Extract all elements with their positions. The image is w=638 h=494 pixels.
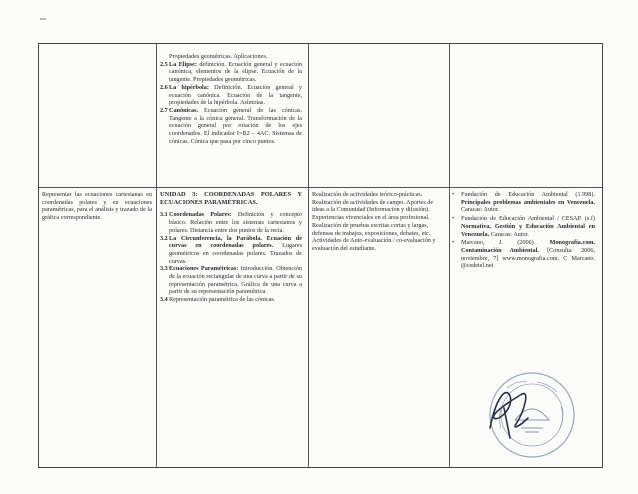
- bold-text-run: Normativa, Gestión y Educación Ambiental en Venezuela.: [461, 222, 595, 238]
- topic-number: 2.7: [160, 106, 168, 114]
- bold-text-run: La Elipse:: [169, 60, 197, 68]
- topic-text: [169, 211, 302, 234]
- unit2-topic-list: [160, 53, 302, 145]
- unit3-title: UNIDAD 3: COORDENADAS POLARES Y ECUACIONES PARAMÉTRICAS.: [160, 191, 302, 206]
- unit3-topic-list: [160, 211, 302, 303]
- text-run: Fundación de Educación Ambiental / CESAP. (s.f): [461, 215, 595, 223]
- topic-number: 3.1: [160, 211, 168, 219]
- topic-number: 3.4: [160, 296, 168, 304]
- reference-item: [451, 239, 595, 270]
- strategies-text: Realización de actividades teórico-prácticas. Realización de actividades de campo. Aportes de ideas a la Comunidad (Información y difusión). Experiencias vivenciales en el área profesional. Realización de pruebas escritas cortas y largas, defensas de trabajos, exposiciones, debates, etc. Actividades de Auto-evaluación / co-evaluación y evaluación del estudiante.: [312, 191, 436, 252]
- topic-number: 3.3: [160, 265, 168, 273]
- column-divider: [449, 44, 450, 467]
- reference-list: [451, 191, 595, 270]
- row-divider: [39, 187, 602, 188]
- content-cell-unit3: [160, 191, 302, 304]
- topic-number: 2.6: [160, 83, 168, 91]
- text-run: Marcano, J. (2006).: [461, 239, 550, 247]
- bold-text-run: Monografía.com. Contaminación Ambiental.: [461, 239, 595, 254]
- text-run: [Consulta: 2006, noviembre, 7] www.monografia.com. C Marcano. @cedetel.net: [461, 246, 595, 270]
- topic-text: [169, 61, 302, 84]
- reference-item: [451, 191, 595, 214]
- references-cell: [451, 191, 595, 271]
- unit3-topic: [160, 265, 302, 296]
- unit3-topic: [160, 235, 302, 266]
- text-run: definición. Ecuación general y ecuación canónica, elementos de la elipse. Ecuación de la tangente. Propiedades geométricas.: [169, 60, 303, 84]
- topic-text: [169, 107, 302, 146]
- topic-number: 2.5: [160, 60, 168, 68]
- text-run: Propiedades geométricas. Aplicaciones.: [169, 53, 268, 60]
- scan-mark: [40, 18, 46, 20]
- content-cell-top: [160, 53, 302, 145]
- bold-text-run: Principales problemas ambientales en Venezuela.: [461, 198, 595, 206]
- text-run: Caracas: Autor.: [461, 206, 500, 214]
- bold-text-run: Canónicas.: [169, 106, 199, 114]
- topic-number: [160, 53, 169, 61]
- text-run: Lugares geométricos en coordenadas polares. Trazados de curvas.: [169, 242, 302, 265]
- bold-text-run: La Circunferencia, la Parábola. Ecuación de curvas en coordenadas polares.: [169, 234, 302, 250]
- topic-text: [169, 235, 302, 266]
- handwritten-signature: [476, 378, 546, 448]
- bold-text-run: Ecuaciones Paramétricas:: [169, 265, 239, 273]
- unit2-topic: [160, 53, 302, 61]
- strategies-cell: [312, 191, 442, 253]
- reference-item: [451, 215, 595, 238]
- objective-cell: [42, 191, 152, 222]
- text-run: Caracas: Autor.: [489, 230, 529, 238]
- unit2-topic: [160, 61, 302, 84]
- text-run: Definición. Ecuación general y ecuación canónica. Ecuación de la tangente, propiedades de la hipérbola. Asíntotas.: [169, 83, 302, 107]
- topic-text: [169, 53, 302, 61]
- topic-text: [169, 84, 302, 107]
- text-run: Ecuación general de las cónicas. Tangente a la cónica general. Transformación de la ecuación general por rotación de los ejes coordenados. El indicador I=B2 – 4AC. Sistemas de cónicas. Cónica que pasa por cinco puntos.: [169, 106, 302, 145]
- topic-text: [169, 265, 302, 296]
- text-run: Fundación de Educación Ambiental (1.998).: [461, 191, 595, 198]
- topic-number: 3.2: [160, 234, 168, 242]
- unit3-topic: [160, 211, 302, 234]
- unit2-topic: [160, 84, 302, 107]
- objective-text: Representar las ecuaciones cartesianas en coordenadas polares y en ecuaciones paramétricas, para el análisis y trazado de la gráfica correspondiente.: [42, 191, 152, 222]
- text-run: Definición y concepto básico. Relación entre los sistemas cartesianos y polares. Distancia entre dos puntos de la recta.: [169, 211, 302, 234]
- bold-text-run: La hipérbola:: [169, 83, 209, 91]
- text-run: Introducción. Obtención de la ecuación rectangular de una curva a partir de su representación paramétrica. Gráfica de una curva a partir de su representación paramétrica.: [169, 265, 303, 296]
- column-divider: [308, 44, 309, 467]
- column-divider: [156, 44, 157, 467]
- topic-text: [169, 296, 302, 304]
- unit3-topic: [160, 296, 302, 304]
- bold-text-run: Coordenadas Polares:: [169, 211, 232, 219]
- text-run: Representación paramétrica de las cónicas.: [169, 296, 276, 304]
- unit2-topic: [160, 107, 302, 146]
